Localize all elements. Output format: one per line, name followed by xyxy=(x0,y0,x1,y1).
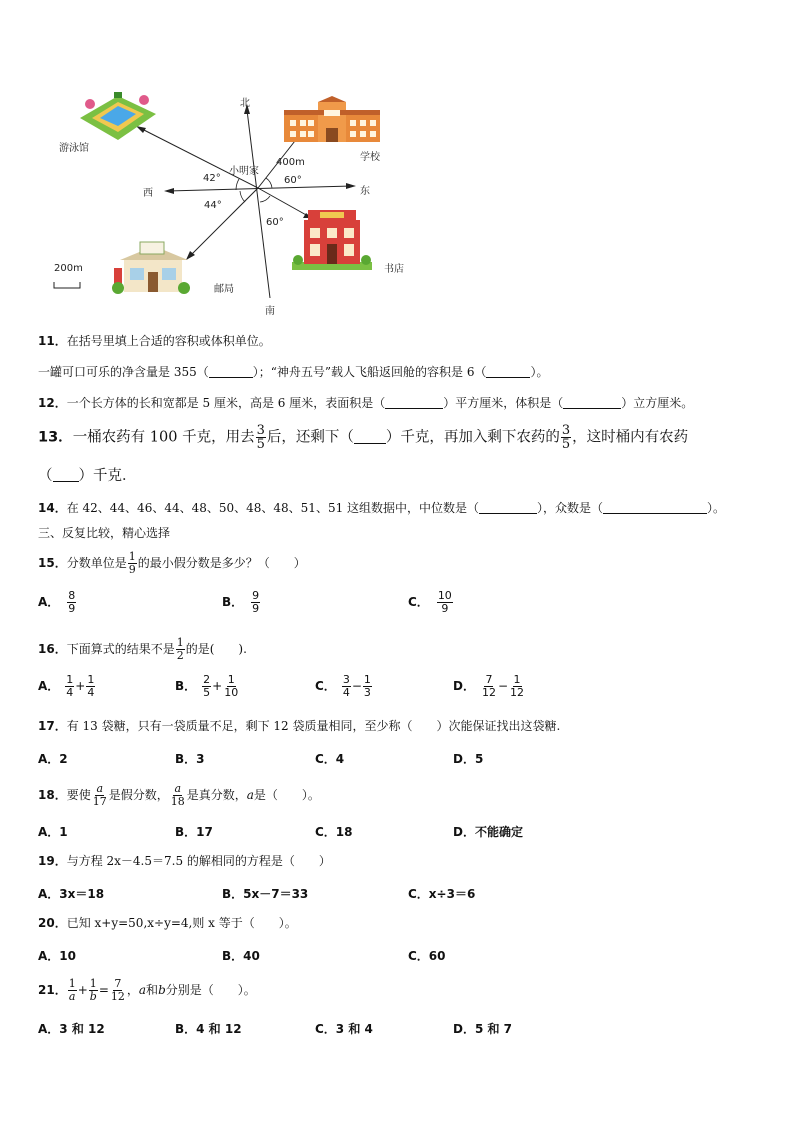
question-13: 13．一桶农药有 100 千克，用去 $\frac{3}{5}$ 后，还剩下（ ）千克，再加入剩下农药的 $\frac{3}{5}$ ，这时桶内有农药 xyxy=(38,423,689,452)
label-school: 学校 xyxy=(360,152,380,163)
option-c[interactable]: C．60 xyxy=(408,949,446,963)
fraction: $\frac{3}{5}$ xyxy=(256,423,265,452)
question-18: 18．要使 $\frac{a}{17}$ 是假分数， $\frac{a}{18}$ 是真分数，a是（ ）。 xyxy=(38,782,320,808)
label-east: 东 xyxy=(360,186,370,197)
answer-blank[interactable] xyxy=(563,396,621,409)
option-b[interactable]: B． $\frac{2}{5}$ + $\frac{1}{10}$ xyxy=(175,673,239,699)
label-angle-school: 60° xyxy=(284,175,302,186)
arc-60-ne xyxy=(266,178,272,188)
option-a[interactable]: A．3x＝18 xyxy=(38,887,105,901)
east-west-axis xyxy=(168,186,352,191)
answer-blank[interactable] xyxy=(354,431,386,444)
question-20: 20．已知 x+y=50,x÷y=4,则 x 等于（ ）。 xyxy=(38,916,297,930)
answer-blank[interactable] xyxy=(479,501,537,514)
option-b[interactable]: B． $\frac{9}{9}$ xyxy=(222,589,260,615)
option-a[interactable]: A． $\frac{1}{4}$ + $\frac{1}{4}$ xyxy=(38,673,95,699)
option-d[interactable]: D．不能确定 xyxy=(453,825,523,839)
label-south: 南 xyxy=(265,306,275,317)
scale-bar xyxy=(54,282,80,288)
fraction: $\frac{a}{17}$ xyxy=(92,782,107,808)
label-angle-bookstore: 60° xyxy=(266,217,284,228)
section-heading: 三、反复比较，精心选择 xyxy=(38,526,171,540)
option-c[interactable]: C．x÷3＝6 xyxy=(408,887,476,901)
question-17: 17．有 13 袋糖，只有一袋质量不足，剩下 12 袋质量相同，至少称（ ）次能保证找出这袋糖. xyxy=(38,719,561,733)
east-arrow xyxy=(346,183,356,189)
fraction: $\frac{1}{9}$ xyxy=(128,550,136,576)
arc-44 xyxy=(240,191,245,202)
label-pool: 游泳馆 xyxy=(59,143,89,154)
option-a[interactable]: A．10 xyxy=(38,949,76,963)
answer-blank[interactable] xyxy=(209,365,253,378)
option-a[interactable]: A． $\frac{8}{9}$ xyxy=(38,589,76,615)
fraction: $\frac{1}{2}$ xyxy=(176,636,184,662)
question-13-line2: （ ）千克． xyxy=(38,468,137,484)
label-post-office: 邮局 xyxy=(214,284,234,295)
label-distance-school: 400m xyxy=(276,157,305,168)
question-16: 16．下面算式的结果不是 $\frac{1}{2}$ 的是( ). xyxy=(38,636,247,662)
post-office-icon xyxy=(110,238,190,294)
school-icon xyxy=(282,96,382,142)
label-home: 小明家 xyxy=(229,166,259,177)
option-c[interactable]: C． $\frac{10}{9}$ xyxy=(408,589,452,615)
question-12: 12．一个长方体的长和宽都是 5 厘米，高是 6 厘米，表面积是（ ）平方厘米，体积是（ ）立方厘米。 xyxy=(38,396,694,410)
fraction: $\frac{7}{12}$ xyxy=(110,977,125,1003)
fraction: $\frac{1}{b}$ xyxy=(89,977,97,1003)
option-c[interactable]: C． $\frac{3}{4}$ − $\frac{1}{3}$ xyxy=(315,673,371,699)
direction-map xyxy=(40,88,420,320)
swimming-pool-icon xyxy=(78,92,158,144)
arc-42 xyxy=(236,179,239,190)
label-north: 北 xyxy=(240,98,250,109)
bookstore-icon xyxy=(292,208,372,270)
fraction: $\frac{3}{5}$ xyxy=(561,423,571,452)
option-b[interactable]: B．17 xyxy=(175,825,213,839)
label-scale: 200m xyxy=(54,263,83,274)
answer-blank[interactable] xyxy=(385,396,443,409)
option-a[interactable]: A．3 和 12 xyxy=(38,1022,105,1036)
question-11-line2: 一罐可口可乐的净含量是 355（ ）；“神舟五号”载人飞船返回舱的容积是 6（ ）。 xyxy=(38,365,549,379)
option-c[interactable]: C．18 xyxy=(315,825,353,839)
label-angle-post: 44° xyxy=(204,200,222,211)
option-d[interactable]: D． $\frac{7}{12}$ − $\frac{1}{12}$ xyxy=(453,673,525,699)
option-a[interactable]: A．1 xyxy=(38,825,68,839)
label-angle-pool: 42° xyxy=(203,173,221,184)
question-21: 21． $\frac{1}{a}$ + $\frac{1}{b}$ = $\frac{7}{12}$ ，a和b分别是（ ）。 xyxy=(38,977,256,1003)
arc-60-se xyxy=(260,196,270,202)
option-b[interactable]: B．5x－7＝33 xyxy=(222,887,309,901)
option-d[interactable]: D．5 和 7 xyxy=(453,1022,513,1036)
question-11 xyxy=(38,333,271,349)
west-arrow xyxy=(164,188,174,194)
option-d[interactable]: D．5 xyxy=(453,752,484,766)
north-south-axis xyxy=(247,110,270,298)
option-c[interactable]: C．4 xyxy=(315,752,345,766)
question-15: 15．分数单位是 $\frac{1}{9}$ 的最小假分数是多少？（ ） xyxy=(38,550,306,576)
answer-blank[interactable] xyxy=(486,365,530,378)
option-c[interactable]: C．3 和 4 xyxy=(315,1022,373,1036)
label-west: 西 xyxy=(143,188,153,199)
option-b[interactable]: B．40 xyxy=(222,949,260,963)
question-text: 在括号里填上合适的容积或体积单位。 xyxy=(66,334,271,348)
ray-post xyxy=(190,188,258,256)
option-b[interactable]: B．3 xyxy=(175,752,205,766)
option-a[interactable]: A．2 xyxy=(38,752,68,766)
label-bookstore: 书店 xyxy=(384,264,404,275)
option-b[interactable]: B．4 和 12 xyxy=(175,1022,242,1036)
answer-blank[interactable] xyxy=(53,469,79,482)
question-19: 19．与方程 2x－4.5＝7.5 的解相同的方程是（ ） xyxy=(38,854,331,868)
fraction: $\frac{a}{18}$ xyxy=(170,782,185,808)
answer-blank[interactable] xyxy=(603,501,707,514)
fraction: $\frac{1}{a}$ xyxy=(68,977,76,1003)
question-number: 11． xyxy=(38,334,67,348)
question-14: 14．在 42、44、46、44、48、50、48、48、51、51 这组数据中，中位数是（ ），众数是（ ）。 xyxy=(38,501,726,515)
